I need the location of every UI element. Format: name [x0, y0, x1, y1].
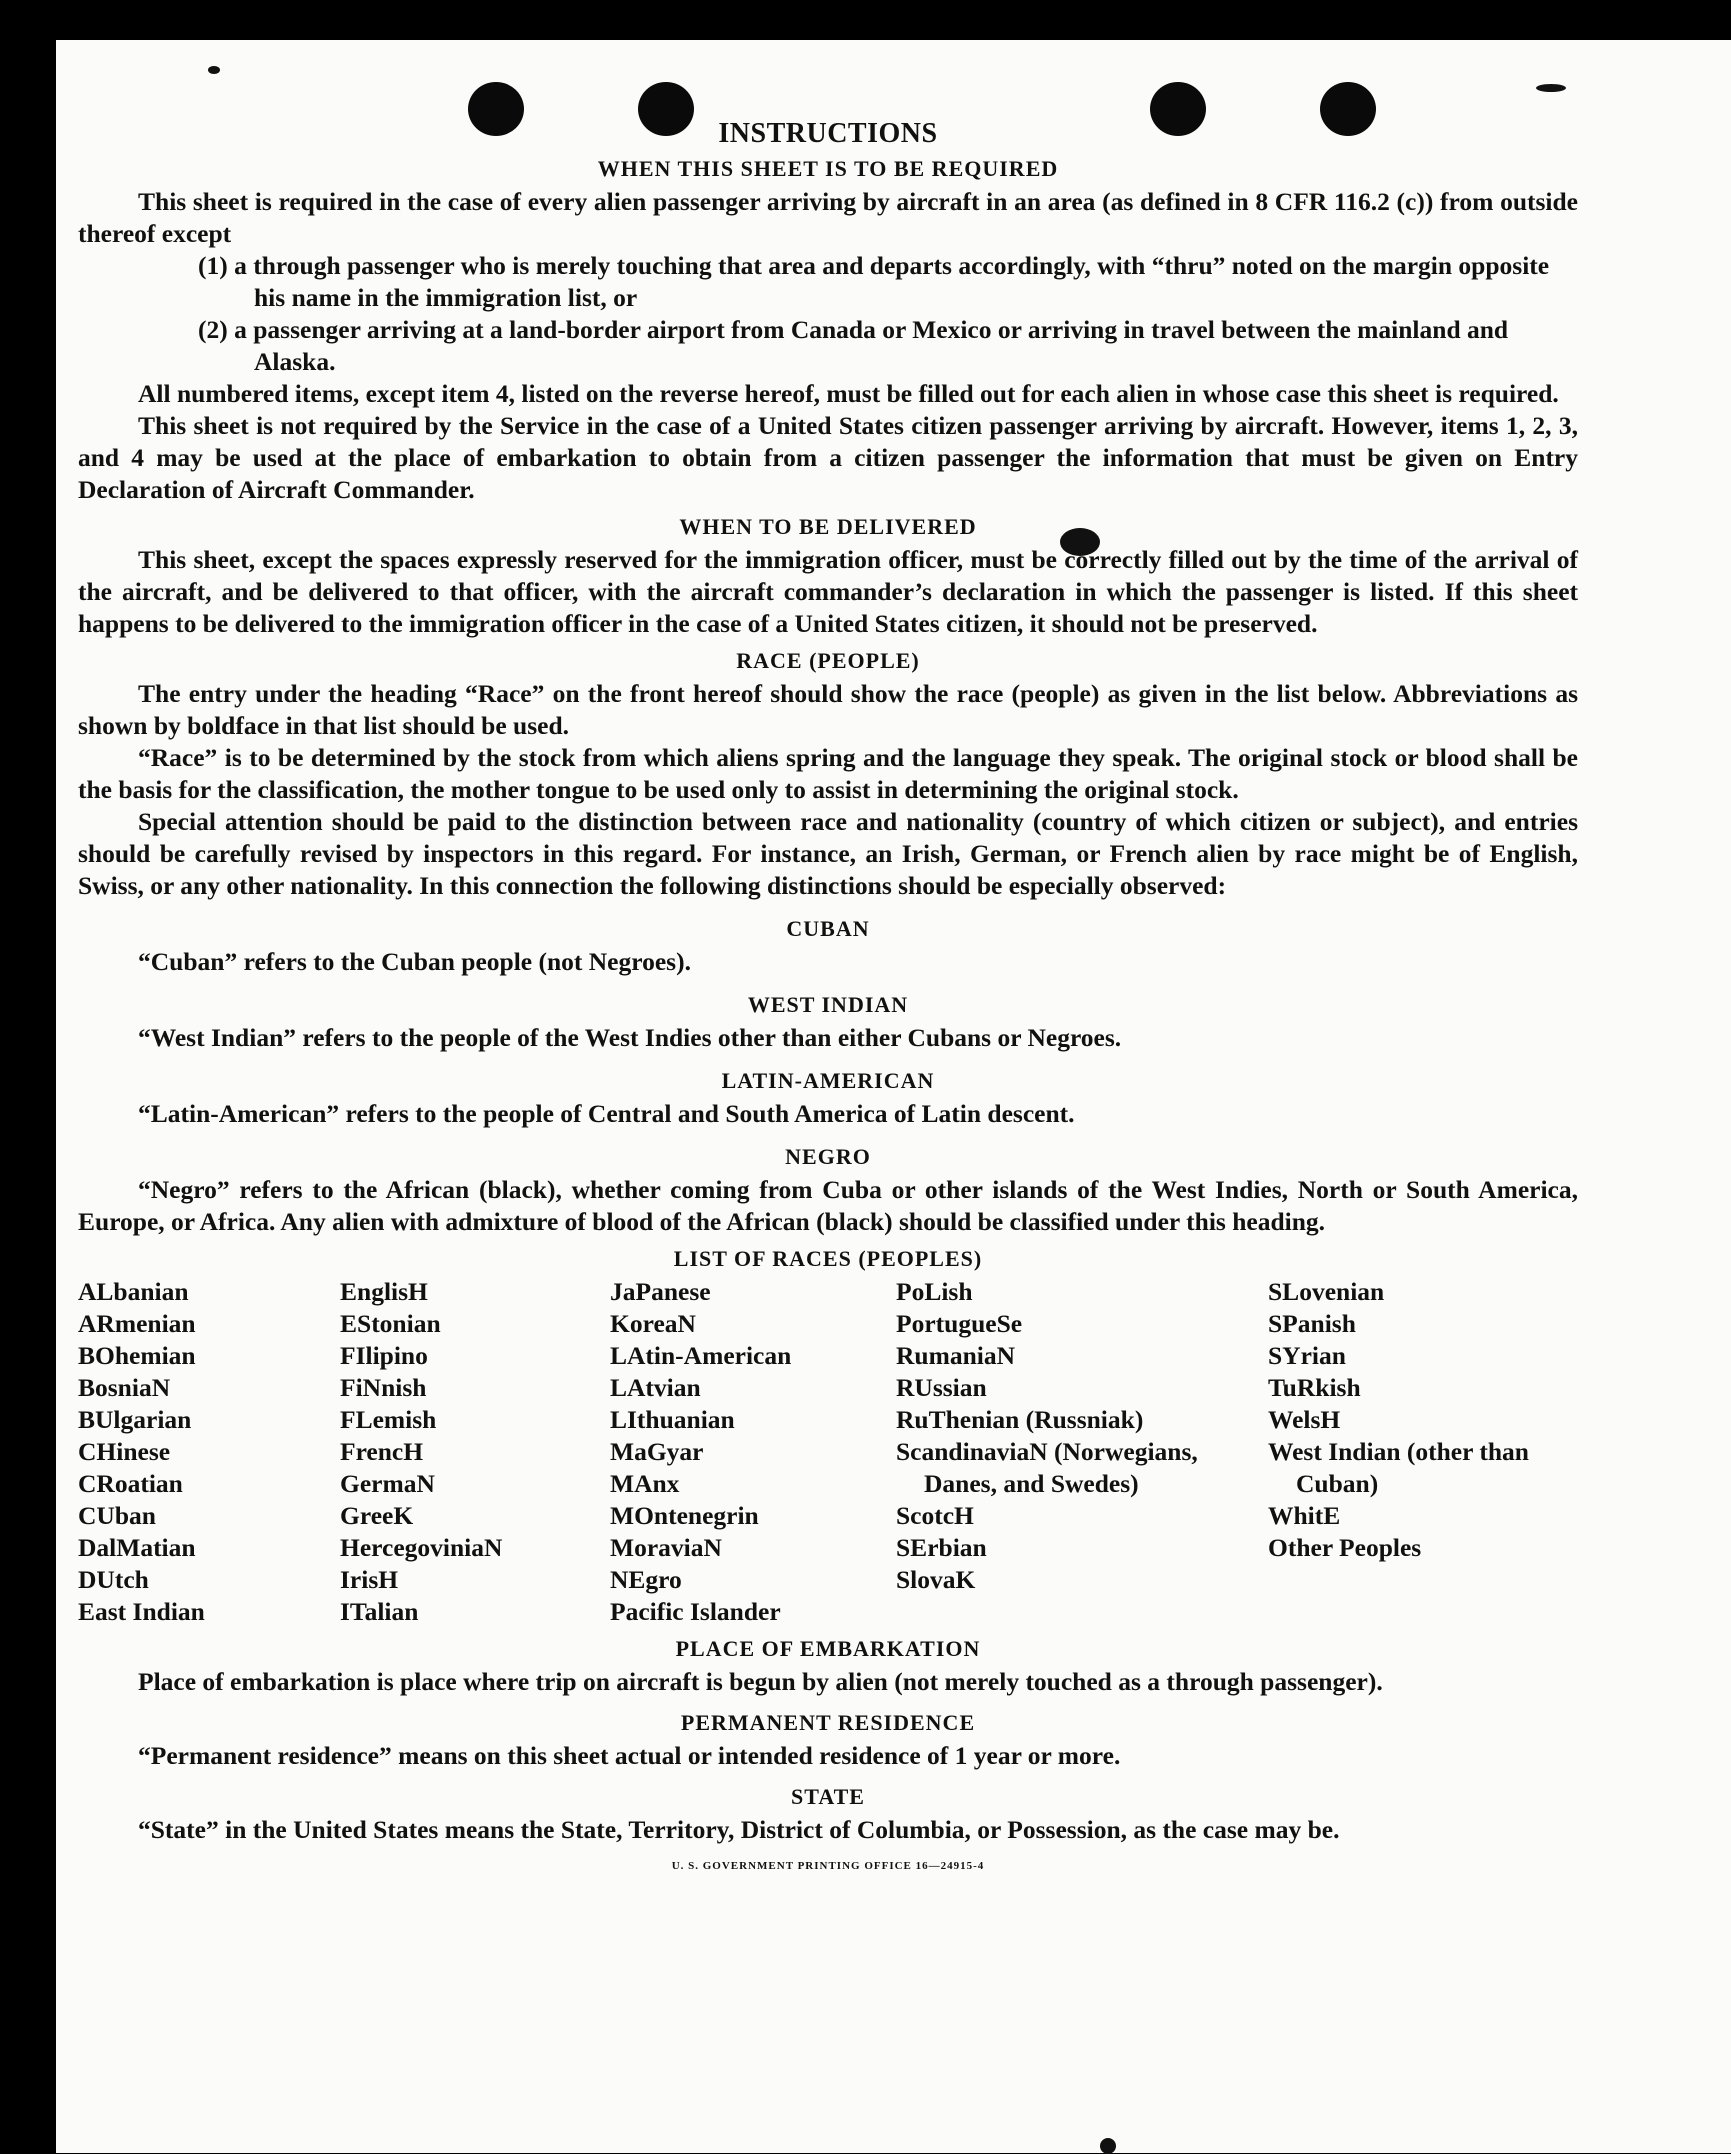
paragraph: This sheet is required in the case of every alien passenger arriving by aircraft in an area (as defined in 8 CFR 116.2 (c)) from outside thereof except: [78, 187, 1578, 248]
race-entry: IrisH: [340, 1565, 399, 1594]
race-entry: LAtin-American: [610, 1341, 792, 1370]
paragraph: “Permanent residence” means on this sheet actual or intended residence of 1 year or more.: [138, 1741, 1121, 1770]
race-entry: RUssian: [896, 1373, 987, 1402]
race-entry: SPanish: [1268, 1309, 1356, 1338]
race-entry: MoraviaN: [610, 1533, 722, 1562]
race-entry: NEgro: [610, 1565, 682, 1594]
race-entry: KoreaN: [610, 1309, 696, 1338]
paragraph: “Cuban” refers to the Cuban people (not Negroes).: [138, 947, 691, 976]
race-entry: CHinese: [78, 1437, 171, 1466]
race-entry: PoLish: [896, 1277, 973, 1306]
race-entry: RumaniaN: [896, 1341, 1016, 1370]
race-entry: TuRkish: [1268, 1373, 1361, 1402]
race-entry: LAtvian: [610, 1373, 701, 1402]
races-column: [78, 1276, 340, 1628]
race-entry: CUban: [78, 1501, 156, 1530]
race-entry: Other Peoples: [1268, 1533, 1422, 1562]
race-entry: BosniaN: [78, 1373, 171, 1402]
race-entry: ScotcH: [896, 1501, 974, 1530]
paragraph: Special attention should be paid to the distinction between race and nationality (country of which citizen or subject), and entries should be carefully revised by inspectors in this regard. For instance, an Irish, German, or French alien by race might be of English, Swiss, or any other nationality. In this connection the following distinctions should be especially observed:: [78, 807, 1578, 900]
ink-speck: [1100, 2138, 1116, 2154]
race-entry: MAnx: [610, 1469, 680, 1498]
races-column: [896, 1276, 1268, 1628]
list-item: (2) a passenger arriving at a land-border airport from Canada or Mexico or arriving in travel between the mainland and Alaska.: [198, 315, 1509, 376]
heading-negro: NEGRO: [785, 1144, 871, 1169]
heading-latin-american: LATIN-AMERICAN: [721, 1068, 935, 1093]
race-entry: JaPanese: [610, 1277, 711, 1306]
paragraph: This sheet, except the spaces expressly reserved for the immigration officer, must be correctly filled out by the time of the arrival of the aircraft, and be delivered to that officer, with the aircraft commander’s declaration in which the passenger is listed. If this sheet happens to be delivered to the immigration officer in the case of a United States citizen, it should not be preserved.: [78, 545, 1578, 638]
race-entry: SlovaK: [896, 1565, 976, 1594]
paragraph: All numbered items, except item 4, listed on the reverse hereof, must be filled out for each alien in whose case this sheet is required.: [138, 379, 1559, 408]
race-entry: ARmenian: [78, 1309, 196, 1338]
paragraph: This sheet is not required by the Service in the case of a United States citizen passenger arriving by aircraft. However, items 1, 2, 3, and 4 may be used at the place of embarkation to obtain from a citizen passenger the information that must be given on Entry Declaration of Aircraft Commander.: [78, 411, 1578, 504]
paragraph: “Race” is to be determined by the stock from which aliens spring and the language they speak. The original stock or blood shall be the basis for the classification, the mother tongue to be used only to assist in determining the original stock.: [78, 743, 1578, 804]
race-entry: WhitE: [1268, 1501, 1341, 1530]
race-entry: East Indian: [78, 1597, 205, 1626]
paragraph: Place of embarkation is place where trip on aircraft is begun by alien (not merely touched as a through passenger).: [138, 1667, 1383, 1696]
race-entry: LIthuanian: [610, 1405, 735, 1434]
race-entry: EnglisH: [340, 1277, 428, 1306]
paragraph: “West Indian” refers to the people of the West Indies other than either Cubans or Negroes.: [138, 1023, 1122, 1052]
race-entry: ScandinaviaN (Norwegians, Danes, and Swedes): [896, 1437, 1198, 1498]
race-entry: WelsH: [1268, 1405, 1341, 1434]
race-entry: SLovenian: [1268, 1277, 1385, 1306]
race-entry: DUtch: [78, 1565, 149, 1594]
race-entry: EStonian: [340, 1309, 441, 1338]
race-entry: HercegoviniaN: [340, 1533, 503, 1562]
list-item: (1) a through passenger who is merely touching that area and departs accordingly, with “thru” noted on the margin opposite his name in the immigration list, or: [198, 251, 1550, 312]
heading-embarkation: PLACE OF EMBARKATION: [675, 1636, 981, 1661]
ink-speck: [1536, 84, 1566, 92]
race-entry: FrencH: [340, 1437, 424, 1466]
printing-office-footer: U. S. GOVERNMENT PRINTING OFFICE 16—24915-4: [671, 1860, 985, 1872]
paragraph: “State” in the United States means the State, Territory, District of Columbia, or Possession, as the case may be.: [138, 1815, 1340, 1844]
race-entry: MaGyar: [610, 1437, 704, 1466]
races-column: [340, 1276, 610, 1628]
paragraph: “Negro” refers to the African (black), whether coming from Cuba or other islands of the West Indies, North or South America, Europe, or Africa. Any alien with admixture of blood of the African (black) should be classified under this heading.: [78, 1175, 1578, 1236]
race-entry: ALbanian: [78, 1277, 189, 1306]
paragraph: The entry under the heading “Race” on the front hereof should show the race (people) as given in the list below. Abbreviations as shown by boldface in that list should be used.: [78, 679, 1578, 740]
race-entry: West Indian (other than Cuban): [1268, 1437, 1529, 1498]
heading-list-of-races: LIST OF RACES (PEOPLES): [673, 1246, 983, 1271]
race-entry: RuThenian (Russniak): [896, 1405, 1144, 1434]
race-entry: FLemish: [340, 1405, 437, 1434]
heading-residence: PERMANENT RESIDENCE: [680, 1710, 976, 1735]
race-entry: DalMatian: [78, 1533, 196, 1562]
race-entry: ITalian: [340, 1597, 419, 1626]
ink-speck: [208, 66, 220, 74]
races-list: [78, 1276, 1578, 1628]
race-entry: GermaN: [340, 1469, 435, 1498]
races-column: [1268, 1276, 1568, 1628]
heading-state: STATE: [791, 1784, 865, 1809]
race-entry: Pacific Islander: [610, 1597, 781, 1626]
heading-cuban: CUBAN: [786, 916, 870, 941]
heading-race: RACE (PEOPLE): [736, 648, 920, 673]
race-entry: BUlgarian: [78, 1405, 192, 1434]
race-entry: SErbian: [896, 1533, 987, 1562]
page-title: INSTRUCTIONS: [718, 118, 938, 149]
heading-west-indian: WEST INDIAN: [747, 992, 909, 1017]
race-entry: PortugueSe: [896, 1309, 1023, 1338]
race-entry: FiNnish: [340, 1373, 427, 1402]
race-entry: SYrian: [1268, 1341, 1346, 1370]
races-column: [610, 1276, 896, 1628]
heading-when-required: WHEN THIS SHEET IS TO BE REQUIRED: [597, 156, 1059, 181]
race-entry: BOhemian: [78, 1341, 196, 1370]
race-entry: CRoatian: [78, 1469, 183, 1498]
race-entry: FIlipino: [340, 1341, 428, 1370]
race-entry: GreeK: [340, 1501, 414, 1530]
instructions-content: [78, 118, 1578, 1872]
race-entry: MOntenegrin: [610, 1501, 759, 1530]
heading-when-delivered: WHEN TO BE DELIVERED: [679, 514, 977, 539]
paragraph: “Latin-American” refers to the people of Central and South America of Latin descent.: [138, 1099, 1075, 1128]
